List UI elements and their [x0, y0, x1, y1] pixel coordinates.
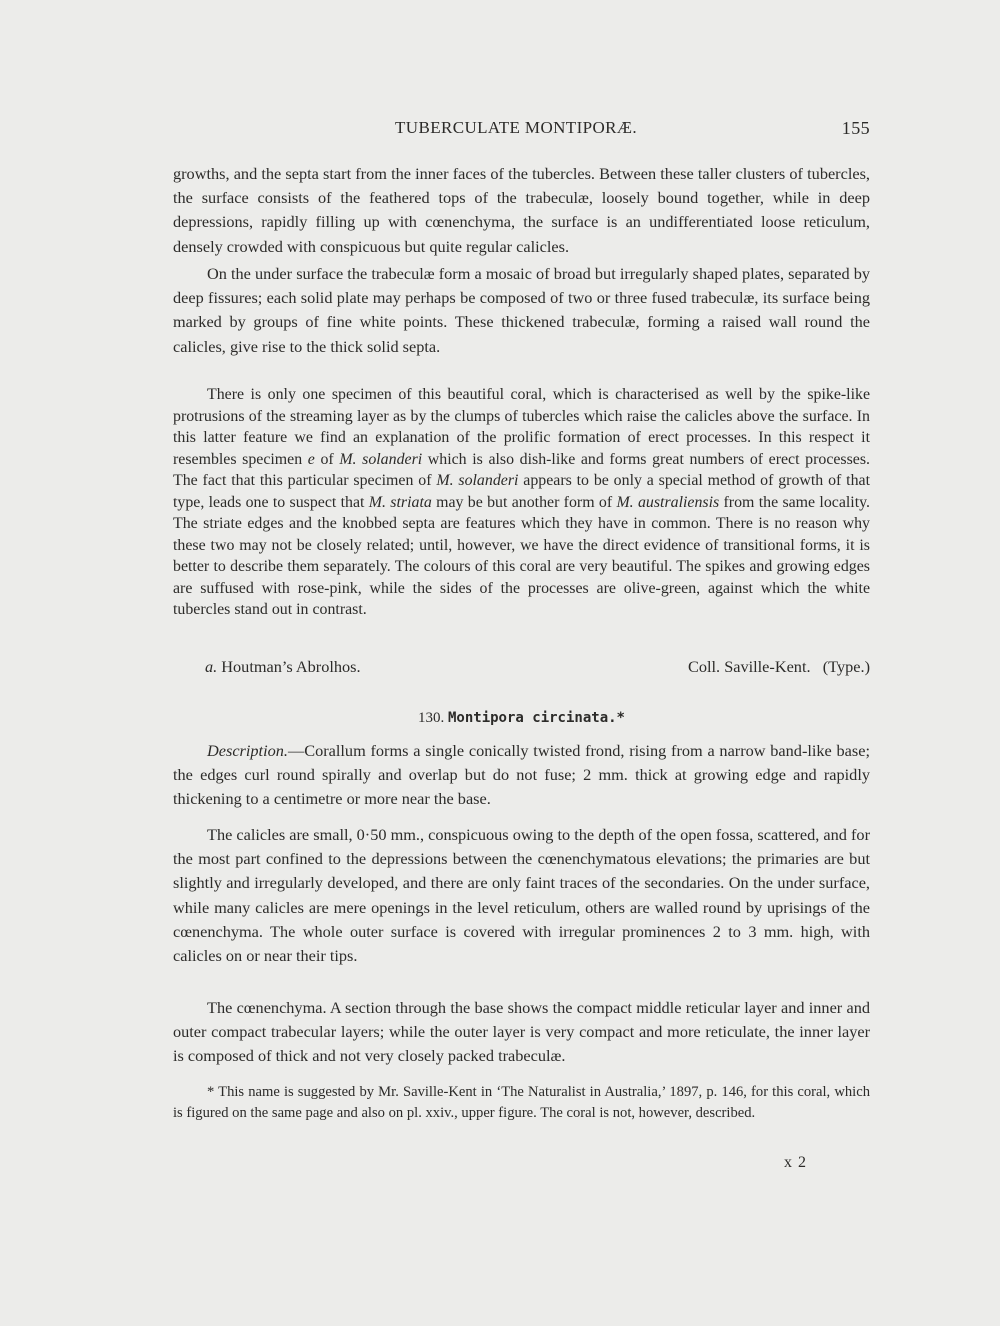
specimen-letter: e: [307, 450, 315, 468]
paragraph-calicles: The calicles are small, 0·50 mm., conspicuous owing to the depth of the open fossa, scattered, and for the most part confined to the depressions between the cœnenchymatous elevations; the primaries are but slightly and irregularly developed, and there are only faint traces of the secondaries. On the under surface, while many calicles are mere openings in the level reticulum, others are walled round by uprisings of the cœnenchyma. The whole outer surface is covered with irregular prominences 2 to 3 mm. high, with calicles on or near their tips.: [173, 825, 870, 966]
description-text: —Corallum forms a single conically twisted frond, rising from a narrow band-like base; the edges curl round spirally and overlap but do not fuse; 2 mm. thick at growing edge and rapidly thickening to a centimetre or more near the base.: [173, 741, 870, 809]
paragraph-coenenchyma: The cœnenchyma. A section through the base shows the compact middle reticular layer and inner and outer compact trabecular layers; while the outer layer is very compact and more reticulate, the inner layer is composed of thick and not very closely packed trabeculæ.: [173, 998, 870, 1066]
page-header: [173, 118, 870, 142]
specimen-record: [205, 657, 870, 681]
text-run: appears to be only a special method of growth of that type, leads one to suspect that: [173, 472, 870, 511]
species-number: 130.: [417, 710, 448, 726]
specimen-collection: Coll. Saville-Kent. (Type.): [688, 657, 870, 676]
species-title: Montipora circinata.*: [447, 710, 625, 726]
locality-text: Houtman’s Abrolhos.: [217, 657, 361, 676]
paragraph-specimen-remarks: [173, 384, 870, 621]
paragraph-description: [173, 739, 870, 812]
page-number: 155: [841, 118, 870, 138]
paragraph-under-surface: On the under surface the trabeculæ form a mosaic of broad but irregularly shaped plates, separated by deep fissures; each solid plate may perhaps be composed of two or three fused trabeculæ, its surface being marked by groups of fine white points. These thickened trabeculæ, forming a raised wall round the calicles, give rise to the thick solid septa.: [173, 264, 870, 356]
text-run: which is also dish-like and forms great numbers of erect processes. The fact that this particular specimen of: [173, 450, 871, 489]
species-heading: [173, 710, 870, 727]
species-name: M. solanderi: [339, 450, 423, 468]
species-name: M. solanderi: [436, 472, 519, 489]
footnote: * This name is suggested by Mr. Saville-Kent in ‘The Naturalist in Australia,’ 1897, p. 146, for this coral, which is figured on the same page and also on pl. xxiv., upper figure. The coral is not, however, described.: [173, 1084, 870, 1121]
text-run: may be but another form of: [431, 493, 617, 511]
description-label: Description.: [207, 741, 288, 760]
species-name: M. striata: [368, 493, 432, 511]
text-run: of: [314, 450, 340, 468]
text-run: from the same locality. The striate edges and the knobbed septa are features which they have in common. There is no reason why these two may not be closely related; until, however, we have the direct evidence of transitional forms, it is better to describe them separately. The colours of this coral are very beautiful. The spikes and growing edges are suffused with rose-pink, while the sides of the processes are olive-green, against which the white tubercles stand out in contrast.: [173, 493, 871, 618]
signature-mark: x 2: [784, 1154, 807, 1171]
specimen-letter: a.: [205, 657, 218, 676]
running-title: TUBERCULATE MONTIPORÆ.: [395, 118, 638, 137]
species-name: M. australiensis: [616, 493, 720, 511]
paragraph-continued: growths, and the septa start from the inner faces of the tubercles. Between these taller clusters of tubercles, the surface consists of the feathered tops of the trabeculæ, loosely bound together, while in deep depressions, rapidly filling up with cœnenchyma, the surface is an undifferentiated loose reticulum, densely crowded with conspicuous but quite regular calicles.: [173, 164, 870, 256]
specimen-locality: [205, 657, 361, 677]
text-run: There is only one specimen of this beautiful coral, which is characterised as well by the spike-like protrusions of the streaming layer as by the clumps of tubercles which raise the calicles above the surface. In this latter feature we find an explanation of the prolific formation of erect processes. In this respect it resembles specimen: [173, 386, 870, 468]
